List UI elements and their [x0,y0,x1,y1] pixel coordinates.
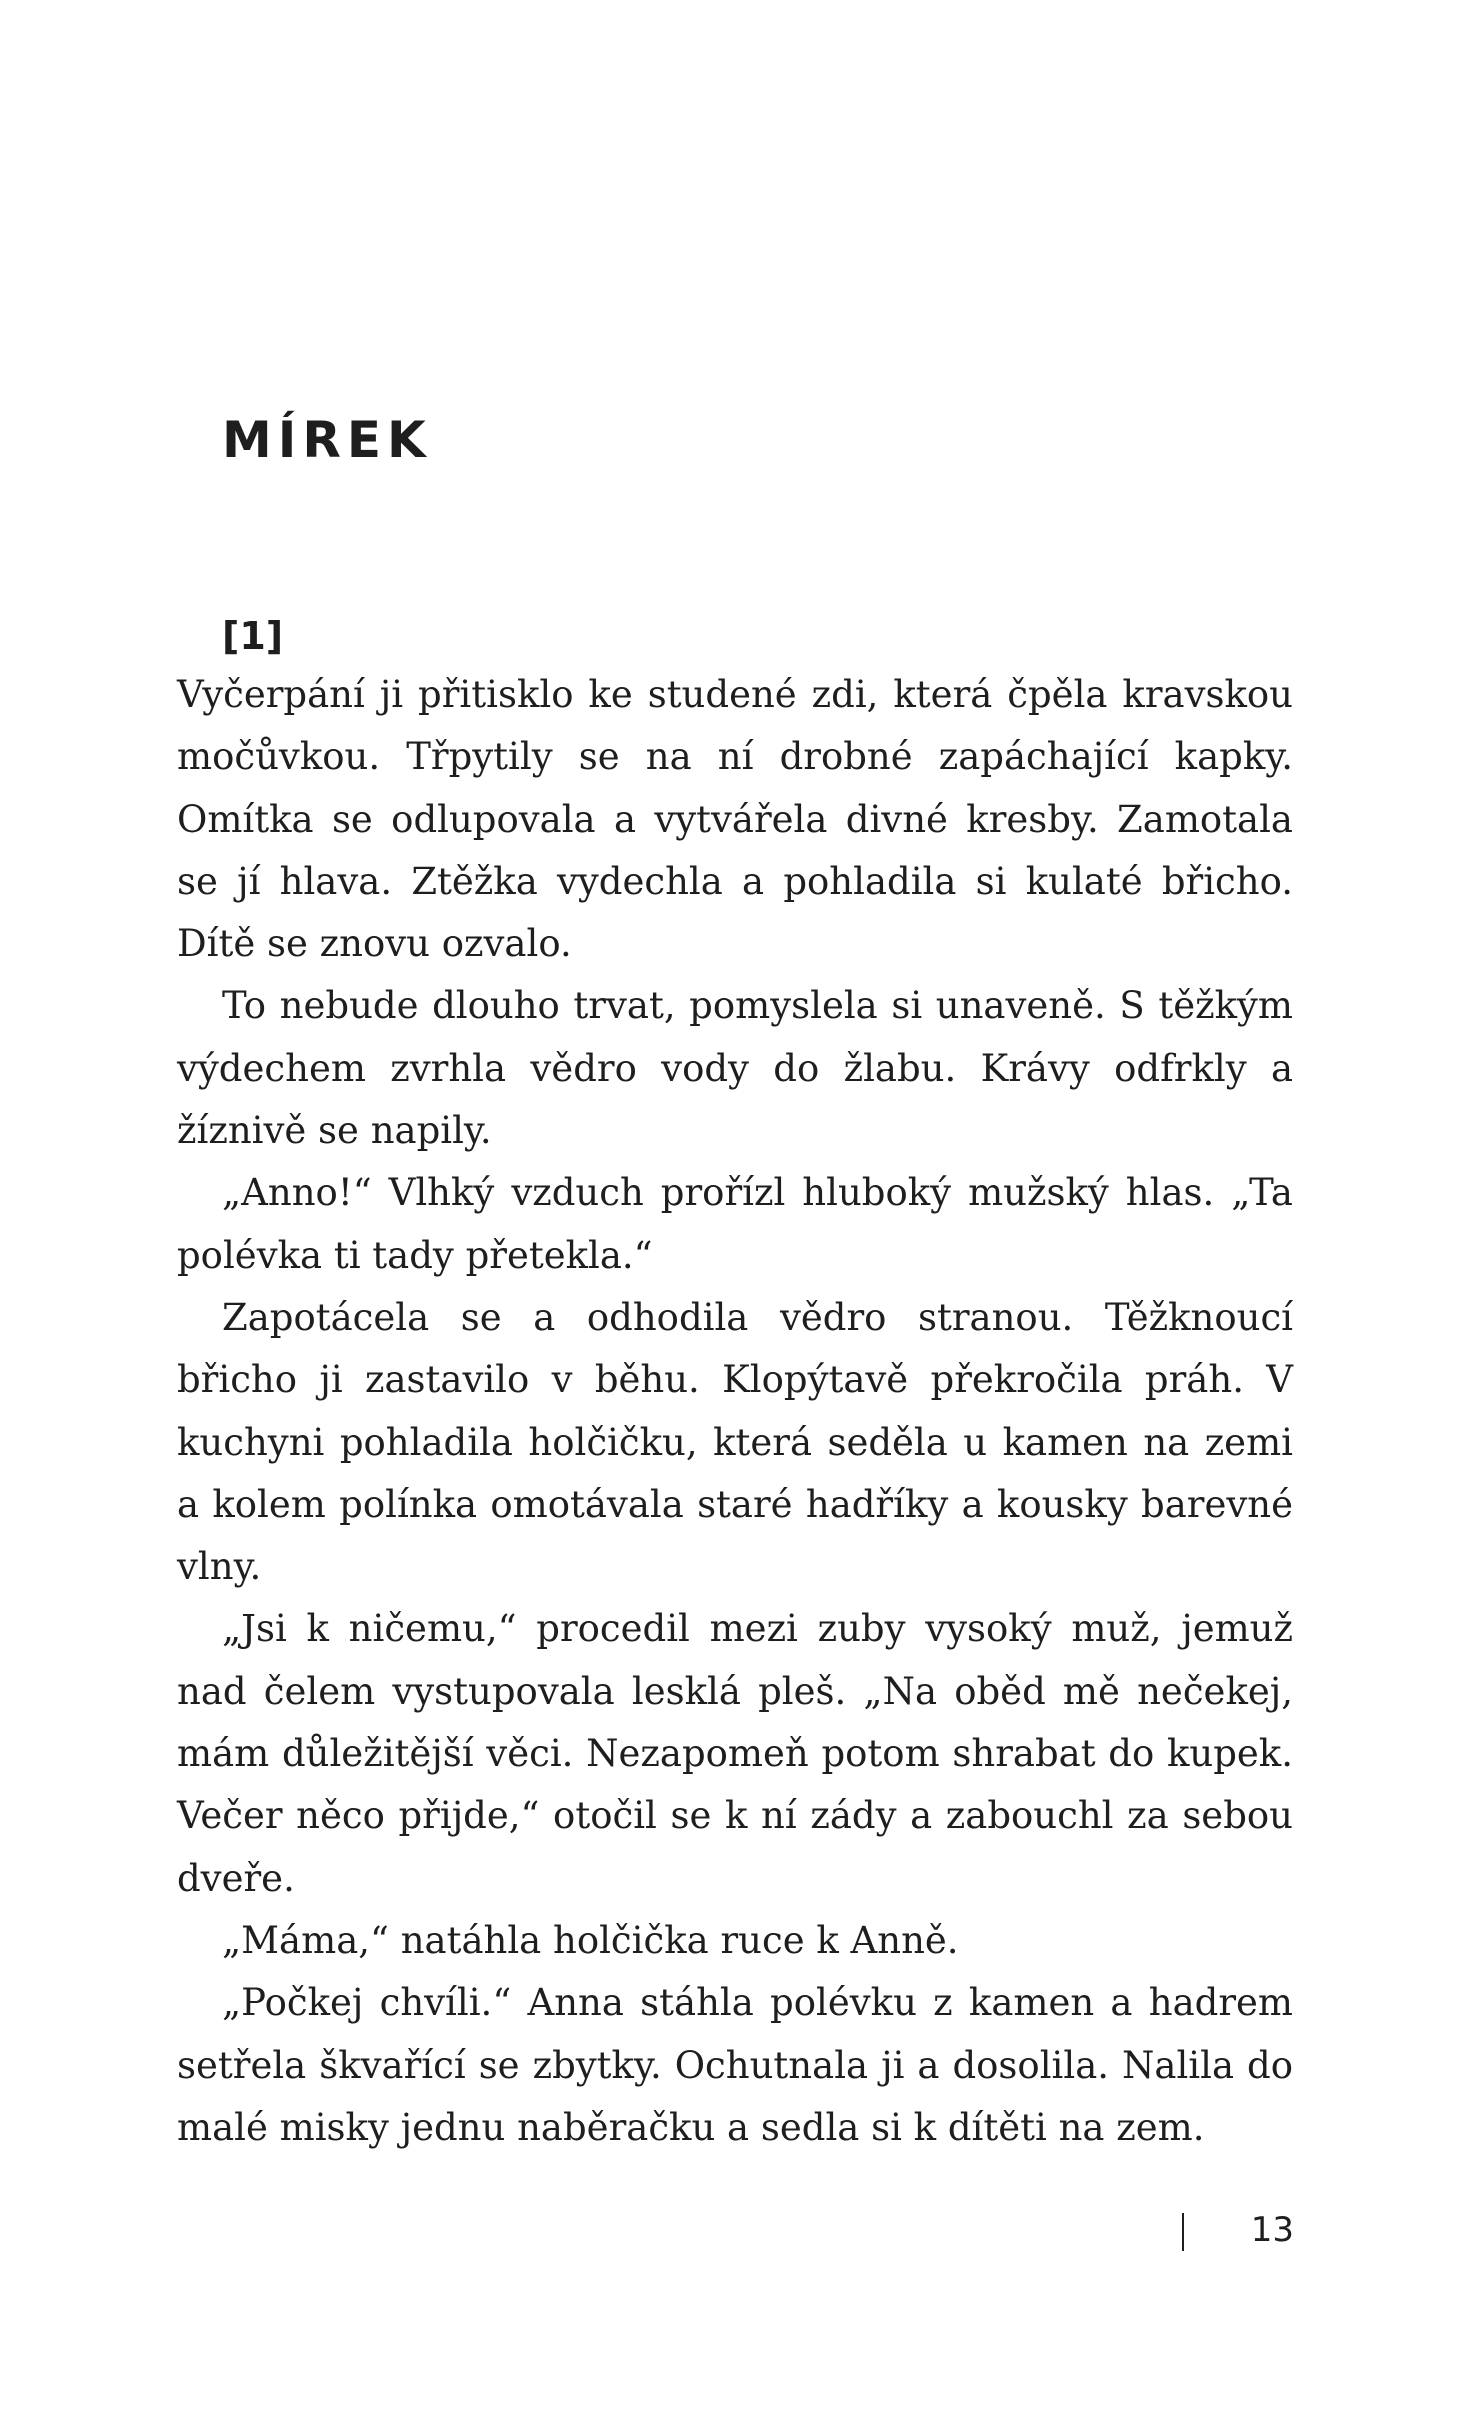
paragraph: „Máma,“ natáhla holčička ruce k Anně. [222,1918,959,1962]
paragraph: To nebude dlouho trvat, pomyslela si unaveně. S těžkým výdechem zvrhla vědro vody do žlabu. Krávy odfrkly a žíznivě se napily. [177,984,1293,1153]
paragraph: „Počkej chvíli.“ Anna stáhla polévku z kamen a hadrem setřela škvařící se zbytky. Ochutnala ji a dosolila. Nalila do malé misky jednu naběračku a sedla si k dítěti na zem. [177,1981,1293,2149]
paragraph: „Anno!“ Vlhký vzduch prořízl hluboký mužský hlas. „Ta polévka ti tady přetekla.“ [177,1171,1293,1277]
footer-divider [1182,2213,1184,2251]
paragraph: „Jsi k ničemu,“ procedil mezi zuby vysoký muž, jemuž nad čelem vystupovala lesklá pleš. „Na oběd mě nečekej, mám důležitější věci. Nezapomeň potom shrabat do kupek. Večer něco přijde,“ otočil se k ní zády a zabouchl za sebou dveře. [177,1607,1293,1900]
section-number: [1] [222,614,284,658]
chapter-title: MÍREK [222,411,432,469]
page-footer [1170,2205,1294,2255]
paragraph: Vyčerpání ji přitisklo ke studené zdi, která čpěla kravskou močůvkou. Třpytily se na ní drobné zapáchající kapky. Omítka se odlupovala a vytvářela divné kresby. Zamotala se jí hlava. Ztěžka vydechla a pohladila si kulaté břicho. Dítě se znovu ozvalo. [177,673,1293,966]
page-number: 13 [1250,2210,1294,2250]
paragraph: Zapotácela se a odhodila vědro stranou. Těžknoucí břicho ji zastavilo v běhu. Klopýtavě překročila práh. V kuchyni pohladila holčičku, která seděla u kamen na zemi a kolem polínka omotávala staré hadříky a kousky barevné vlny. [177,1295,1293,1589]
text-body [177,664,1293,2159]
